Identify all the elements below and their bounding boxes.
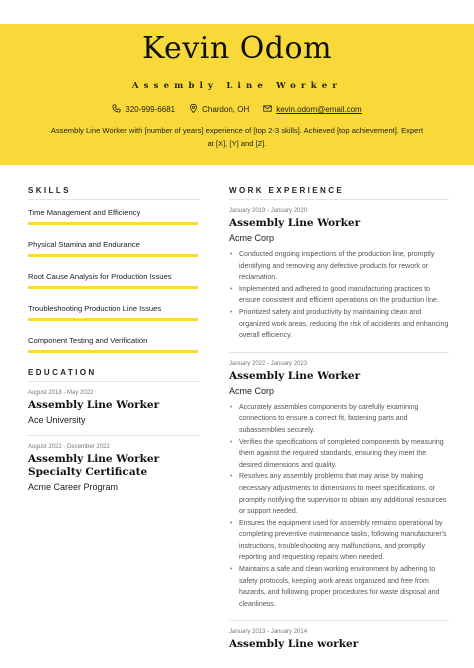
skill-item	[28, 304, 200, 321]
education-dates: August 2018 - May 2022	[28, 390, 94, 396]
skill-label: Root Cause Analysis for Production Issues	[28, 272, 172, 281]
top-strip	[0, 0, 474, 24]
skill-bar	[28, 286, 198, 289]
job-bullets	[229, 402, 449, 611]
job-bullet: • Ensures the equipment used for assembly remains operational by completing preventive maintenance tasks, following manufacturer's instructions, troubleshooting any malfunctions, and promptly reporting and requesting repairs when needed.	[229, 518, 449, 564]
education-entry	[28, 390, 200, 425]
skill-item	[28, 208, 200, 225]
skill-bar	[28, 350, 198, 353]
skill-bar	[28, 222, 198, 225]
contact-phone	[112, 104, 175, 115]
job-dates: January 2022 - January 2023	[229, 360, 308, 367]
job-bullet: • Prioritized safety and productivity by maintaining clean and organized work areas, reducing the risk of accidents and enhancing overall efficiency.	[229, 307, 449, 342]
education-dates: August 2022 - December 2022	[28, 444, 110, 450]
skill-item	[28, 336, 200, 353]
job-bullet: • Implemented and adhered to good manufacturing practices to ensure consistent and efficient operations on the production line.	[229, 284, 449, 307]
job-bullet: • Resolves any assembly problems that may arise by making necessary adjustments to dimensions to meet specifications, or promptly notifying the supervisor to obtain any additional resources or support needed.	[229, 471, 449, 517]
job-bullets	[229, 249, 449, 342]
skill-label: Component Testing and Verification	[28, 336, 148, 345]
skill-label: Physical Stamina and Endurance	[28, 240, 140, 249]
education-heading: EDUCATION	[28, 368, 200, 382]
education-school: Acme Career Program	[28, 482, 119, 492]
job-dates: January 2013 - January 2014	[229, 629, 308, 636]
job-company: Acme Corp	[229, 385, 275, 396]
education-degree: Assembly Line Worker	[28, 399, 160, 411]
job-bullet: • Conducted ongoing inspections of the production line, promptly identifying and removing any defective products for rework or reclamation.	[229, 249, 449, 284]
skills-heading: SKILLS	[28, 186, 200, 200]
skill-label: Troubleshooting Production Line Issues	[28, 304, 162, 313]
skill-label: Time Management and Efficiency	[28, 208, 141, 217]
job-entry	[229, 361, 449, 611]
skill-item	[28, 272, 200, 289]
contact-location	[189, 104, 249, 115]
job-dates: January 2019 - January 2020	[229, 208, 308, 214]
candidate-title: Assembly Line Worker	[131, 81, 343, 91]
education-entry	[28, 444, 200, 492]
job-company: Acme Corp	[229, 233, 275, 243]
education-school: Ace University	[28, 415, 86, 425]
section-divider	[28, 435, 200, 436]
experience-heading: WORK EXPERIENCE	[229, 186, 449, 200]
location-pin-icon	[189, 104, 198, 115]
candidate-name: Kevin Odom	[141, 31, 333, 66]
email-link[interactable]: kevin.odom@email.com	[276, 105, 362, 114]
job-entry	[229, 629, 449, 651]
section-divider	[229, 620, 449, 621]
skill-item	[28, 240, 200, 257]
job-title: Assembly Line Worker	[229, 217, 361, 229]
skills-list	[28, 208, 200, 353]
job-bullet: • Maintains a safe and clean working environment by adhering to safety protocols, keeping work areas organized and free from hazards, and following proper procedures for waste disposal and cleanliness.	[229, 564, 449, 610]
job-title: Assembly Line worker	[229, 638, 359, 651]
summary-text: Assembly Line Worker with [number of years] experience of [top 2-3 skills]. Achieved [top achievement]. Expert at [X], [Y] and [Z].	[50, 126, 424, 148]
section-divider	[229, 352, 449, 353]
phone-icon	[112, 104, 121, 115]
job-bullet: • Verifies the specifications of completed components by measuring them against the required standards, ensuring they meet the desired dimensions and quality.	[229, 437, 449, 472]
contact-row	[0, 104, 474, 115]
job-title: Assembly Line Worker	[229, 369, 361, 382]
education-degree: Assembly Line Worker Specialty Certificate	[28, 453, 160, 478]
location-text: Chardon, OH	[202, 105, 250, 114]
skill-bar	[28, 254, 198, 257]
contact-email[interactable]	[263, 104, 361, 115]
phone-text: 320-999-6681	[125, 105, 176, 114]
left-column	[28, 186, 200, 492]
email-icon	[263, 104, 272, 115]
job-entry	[229, 208, 449, 342]
right-column	[229, 186, 449, 651]
skill-bar	[28, 318, 198, 321]
job-bullet: • Accurately assembles components by carefully examining connections to ensure a correct fit, fastening parts and subassemblies securely.	[229, 402, 449, 437]
